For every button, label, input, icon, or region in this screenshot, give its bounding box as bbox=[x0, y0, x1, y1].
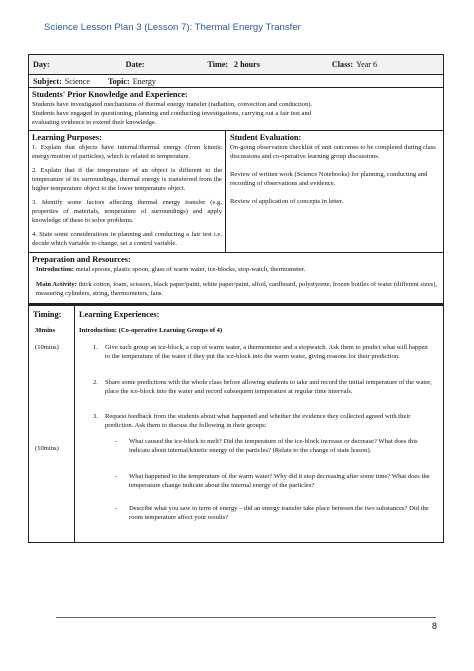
prior-knowledge-heading: Students' Prior Knowledge and Experience: bbox=[32, 90, 188, 99]
resources-main-label: Main Activity: bbox=[36, 281, 77, 288]
class-value: Year 6 bbox=[356, 60, 378, 69]
prior-knowledge-line: Students have investigated mechanisms of thermal energy transfer (radiation, convection and conduction). bbox=[32, 101, 313, 108]
resources-intro bbox=[36, 265, 440, 274]
subject-value: Science bbox=[64, 76, 90, 86]
learning-purposes-heading: Learning Purposes: bbox=[32, 133, 102, 142]
prior-knowledge-section bbox=[29, 88, 443, 131]
timing-learning-row bbox=[29, 304, 443, 542]
prior-knowledge-line: Students have engaged in questioning, planning and conducting investigations, carrying out a fair test and bbox=[32, 110, 312, 117]
lesson-plan-title: Science Lesson Plan 3 (Lesson 7): Thermal Energy Transfer bbox=[44, 22, 301, 33]
discussion-question: What caused the ice-block to melt? Did the temperature of the ice-block increase or decrease? What does this indicate about internal/kinetic energy of the particles? (Relate to the change of state lesson). bbox=[129, 438, 418, 454]
student-evaluation-column bbox=[226, 131, 443, 252]
topic-value: Energy bbox=[132, 76, 156, 86]
time-label: Time: bbox=[207, 60, 229, 69]
resources-main-text: thick cotton, foam, scissors, black paper/paint, white paper/paint, alfoil, cardboard, polystyrene, frozen bottles of water (different sizes), measuring cylinders, string, thermometers, fans. bbox=[36, 281, 438, 297]
learning-experiences-heading: Learning Experiences: bbox=[79, 310, 160, 319]
learning-purposes-column bbox=[29, 131, 226, 252]
timing-column bbox=[29, 306, 75, 542]
day-label: Day: bbox=[33, 60, 50, 69]
learning-purpose-item: 2. Explain that if the temperature of an object is different to the temperature of its surroundings, thermal energy is transferred from the higher temperature object to the lower temperature object. bbox=[32, 167, 222, 192]
resources-intro-label: Introduction: bbox=[36, 266, 74, 273]
timing-value: (10mins) bbox=[35, 344, 59, 351]
page-number: 8 bbox=[432, 621, 438, 631]
timing-value: 30mins bbox=[35, 327, 56, 334]
learning-purpose-item: 4. State some considerations in planning and conducting a fair test i.e. decide which variable to change, set a control variable. bbox=[32, 231, 222, 247]
resources-main bbox=[36, 280, 440, 298]
step-text: Share some predictions with the whole class before allowing students to take and record the initial temperature of the water, place the ice-block into the water and record subsequent temperature at regular time intervals. bbox=[105, 379, 432, 395]
step-text: Request feedback from the students about what happened and whether the evidence they collected agreed with their prediction. Ask them to discuss the following in their groups: bbox=[105, 413, 411, 429]
introduction-heading: Introduction: (Co-operative Learning Groups of 4) bbox=[79, 327, 223, 334]
footer-divider bbox=[56, 617, 436, 618]
discussion-question: What happened to the temperature of the warm water? Why did it stop decreasing after some time? What does the temperature change indicate about the internal energy of the particles? bbox=[129, 473, 430, 489]
evaluation-item: Review of written work (Science Notebooks) for planning, conducting and recording of observations and evidence. bbox=[230, 171, 428, 187]
evaluation-item: On-going observation checklist of unit outcomes to be completed during class discussions and co-operative learning group discussions. bbox=[230, 144, 436, 160]
class-label: Class: bbox=[331, 60, 354, 69]
purposes-evaluation-row bbox=[29, 131, 443, 253]
learning-experiences-column bbox=[75, 306, 443, 542]
question-bullet: - bbox=[115, 473, 118, 480]
step-text: Give each group an ice-block, a cup of warm water, a thermometer and a stopwatch. Ask them to predict what will happen to the temperature of the water if they put the ice-block into the warm water, giving reasons for their prediction. bbox=[105, 344, 428, 360]
prior-knowledge-line: evaluating evidence to extend their knowledge. bbox=[32, 119, 157, 126]
timing-value: (10mins) bbox=[35, 445, 59, 452]
time-value: 2 hours bbox=[234, 60, 260, 69]
timing-heading: Timing: bbox=[33, 310, 62, 319]
step-number: 2. bbox=[93, 379, 98, 386]
question-bullet: - bbox=[115, 505, 118, 512]
subject-label: Subject: bbox=[33, 76, 62, 86]
resources-heading: Preparation and Resources: bbox=[32, 255, 131, 264]
step-number: 1. bbox=[93, 344, 98, 351]
subject-row bbox=[29, 75, 443, 88]
resources-section bbox=[29, 253, 443, 304]
evaluation-item: Review of application of concepts in letter. bbox=[230, 198, 344, 205]
learning-purpose-item: 3. Identify some factors affecting thermal energy transfer (e.g. properties of materials, temperature of surroundings) and apply knowledge of these to solve problems. bbox=[32, 199, 222, 224]
header-row bbox=[29, 55, 443, 75]
student-evaluation-heading: Student Evaluation: bbox=[230, 133, 302, 142]
lesson-plan-table bbox=[28, 54, 444, 543]
discussion-question: Describe what you saw in term of energy – did an energy transfer take place between the two substances? Did the room temperature affect your results? bbox=[129, 505, 429, 521]
topic-label: Topic: bbox=[107, 76, 130, 86]
question-bullet: - bbox=[115, 438, 118, 445]
resources-intro-text: metal spoons, plastic spoon, glass of warm water, ice-blocks, stop-watch, thermometer. bbox=[73, 266, 306, 273]
step-number: 3. bbox=[93, 413, 98, 420]
learning-purpose-item: 1. Explain that objects have internal/thermal energy (from kinetic energy/motion of particles), which is related to temperature. bbox=[32, 144, 222, 160]
date-label: Date: bbox=[125, 60, 145, 69]
